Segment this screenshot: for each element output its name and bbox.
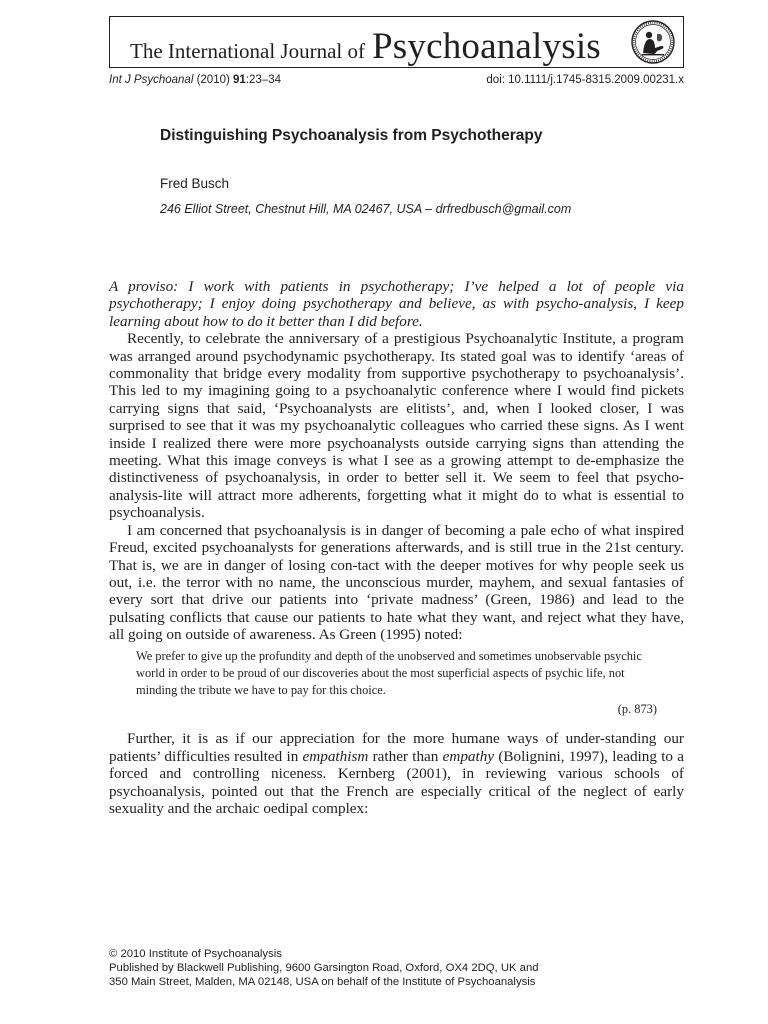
block-quote	[136, 648, 657, 719]
copyright-notice: © 2010 Institute of Psychoanalysis	[109, 948, 282, 960]
body-paragraph-2: I am concerned that psychoanalysis is in danger of becoming a pale echo of what inspired Freud, excited psychoanalysts for generations afterwards, and is still true in the 21st century. That is, we are in danger of losing con-tact with the deeper motives for why people seek us out, i.e. the terror with no name, the unconscious murder, mayhem, and sexual fantasies of every sort that drive our patients into ‘private madness’ (Green, 1986) and lead to the pulsating conflicts that cause our patients to hate what they want, and reject what they have, all going on outside of awareness. As Green (1995) noted:	[109, 521, 684, 644]
journal-name	[130, 25, 601, 68]
article-body	[109, 278, 684, 817]
block-quote-text: We prefer to give up the profundity and depth of the unobserved and sometimes unobservable psychic world in order to be proud of our discoveries about the most superficial aspects of psychic life, not minding the tribute we have to pay for this choice.	[136, 648, 642, 697]
publisher-line-1: Published by Blackwell Publishing, 9600 Garsington Road, Oxford, OX4 2DQ, UK and	[109, 962, 539, 974]
proviso-paragraph: A proviso: I work with patients in psychotherapy; I’ve helped a lot of people via psychotherapy; I enjoy doing psychotherapy and believe, as with psycho-analysis, I keep learning about how to do it better than I did before.	[109, 278, 684, 330]
article-title: Distinguishing Psychoanalysis from Psychotherapy	[160, 127, 543, 144]
emphasis-empathism: empathism	[302, 747, 369, 765]
publisher-line-2: 350 Main Street, Malden, MA 02148, USA on behalf of the Institute of Psychoanalysis	[109, 976, 536, 988]
journal-name-main: Psychoanalysis	[372, 26, 601, 67]
citation-volume: 91	[233, 74, 246, 86]
body-paragraph-3	[109, 730, 684, 817]
body-paragraph-3-part-a: Further, it is as if our appreciation for the more humane ways of under-standing our patients’ difficulties resulted in	[109, 730, 684, 765]
body-paragraph-3-part-b: rather than	[368, 747, 443, 765]
journal-header	[109, 16, 684, 68]
body-paragraph-3-part-c: (Bolignini, 1997), leading to a forced and controlling niceness. Kernberg (2001), in reviewing various schools of psychoanalysis, pointed out that the French are especially critical of the neglect of early sexuality and the archaic oedipal complex:	[109, 747, 684, 817]
author-affiliation: 246 Elliot Street, Chestnut Hill, MA 02467, USA – drfredbusch@gmail.com	[160, 202, 572, 216]
page-footer	[109, 947, 684, 989]
block-quote-reference: (p. 873)	[617, 702, 657, 717]
journal-name-prefix: The International Journal of	[130, 39, 365, 63]
citation-pages: :23–34	[245, 74, 282, 86]
body-paragraph-1: Recently, to celebrate the anniversary of a prestigious Psychoanalytic Institute, a program was arranged around psychodynamic psychotherapy. Its stated goal was to identify ‘areas of commonality that bridge every modality from supportive psychotherapy to psychoanalysis’. This led to my imagining going to a psychoanalytic conference where I would find pickets carrying signs that said, ‘Psychoanalysts are elitists’, and, when I looked closer, I was surprised to see that it was my psychoanalytic colleagues who carried these signs. As I went inside I realized there were more psychoanalysts outside carrying signs than attending the meeting. What this image conveys is what I see as a growing attempt to de-emphasize the distinctiveness of psychoanalysis, in order to better sell it. We seem to feel that psycho-analysis-lite will attract more adherents, forgetting what it might do to what is essential to psychoanalysis.	[109, 330, 684, 522]
author-name: Fred Busch	[160, 176, 230, 191]
journal-seal-icon	[631, 20, 675, 64]
citation	[109, 74, 281, 86]
doi[interactable]: doi: 10.1111/j.1745-8315.2009.00231.x	[486, 74, 684, 86]
citation-journal: Int J Psychoanal	[109, 74, 194, 86]
emphasis-empathy: empathy	[442, 747, 495, 765]
citation-year: (2010)	[193, 74, 234, 86]
